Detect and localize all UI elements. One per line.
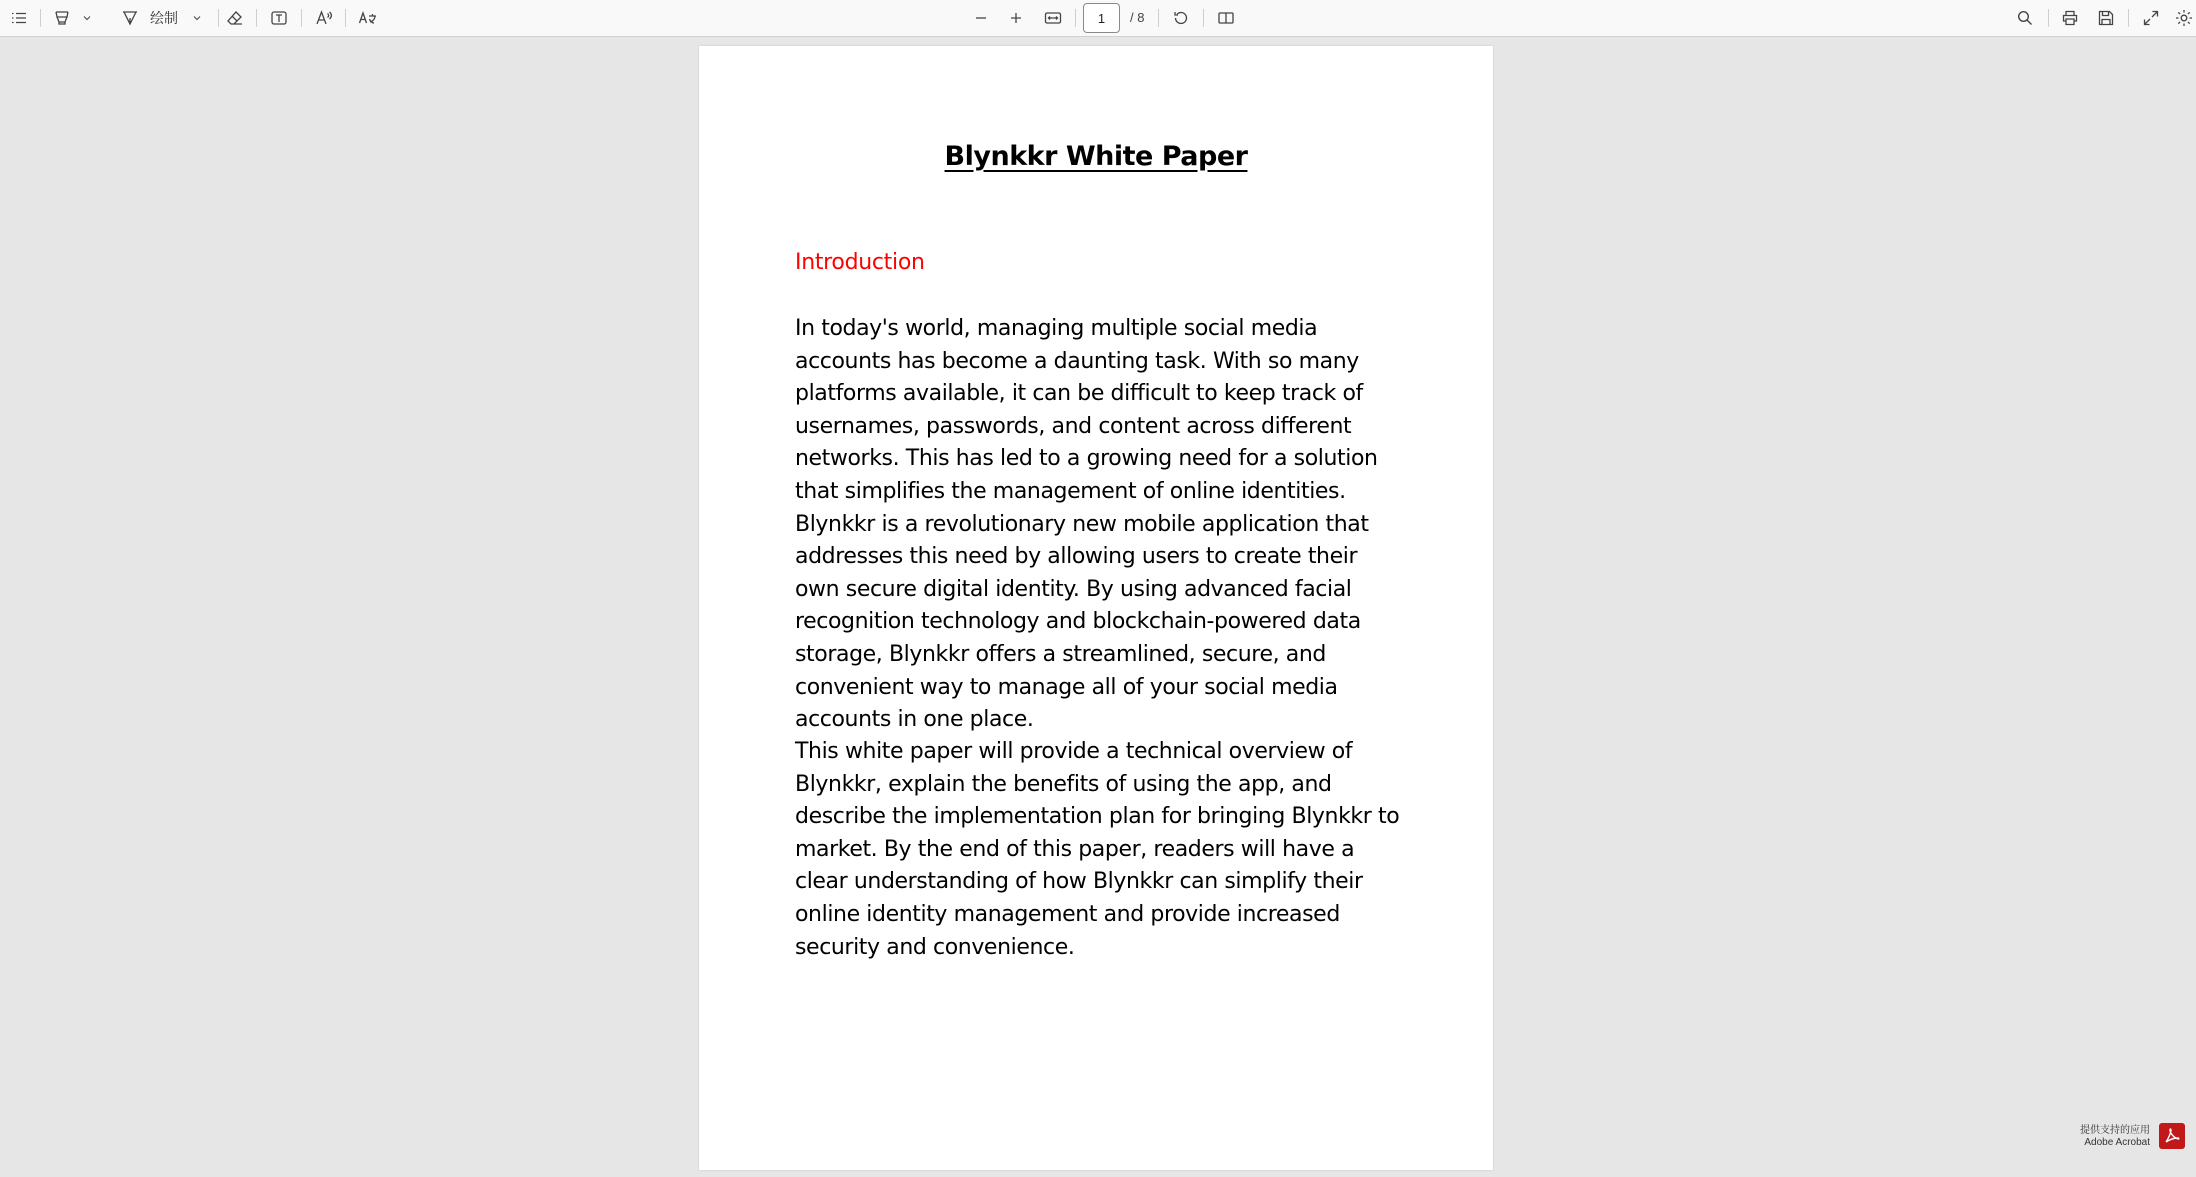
toolbar-divider [40,9,41,27]
zoom-out-icon[interactable] [968,0,994,36]
highlighter-icon[interactable] [50,0,74,36]
acrobat-logo-icon[interactable] [2159,1123,2185,1149]
acrobat-branding [2066,1119,2196,1155]
zoom-in-icon[interactable] [1003,0,1029,36]
list-icon[interactable] [6,0,32,36]
pdf-page [699,46,1493,1170]
search-icon[interactable] [2012,0,2038,36]
branding-line-2: Adobe Acrobat [2084,1137,2150,1148]
toolbar-divider [301,9,302,27]
eraser-icon[interactable] [222,0,248,36]
draw-label[interactable]: 绘制 [150,10,178,26]
paragraph-2: This white paper will provide a technical overview of Blynkkr, explain the benefits of using the app, and describe the implementation plan for bringing Blynkkr to market. By the end of this paper, readers will have a clear understanding of how Blynkkr can simplify their online identity management and provide increased security and convenience. [795,739,1400,960]
fit-width-icon[interactable] [1040,0,1066,36]
toolbar-divider [2128,9,2129,27]
save-icon[interactable] [2093,0,2119,36]
highlighter-chevron-down-icon[interactable] [80,0,94,36]
two-page-icon[interactable] [1213,0,1239,36]
toolbar-divider [2048,9,2049,27]
fullscreen-icon[interactable] [2138,0,2164,36]
rotate-icon[interactable] [1168,0,1194,36]
translate-icon[interactable] [355,0,381,36]
toolbar-divider [218,9,219,27]
page-number-input[interactable] [1083,3,1120,33]
toolbar [0,0,2196,37]
read-aloud-icon[interactable] [311,0,337,36]
toolbar-divider [1075,9,1076,27]
paragraph-1: In today's world, managing multiple social media accounts has become a daunting task. With so many platforms available, it can be difficult to keep track of usernames, passwords, and content across different networks. This has led to a growing need for a solution that simplifies the management of online identities. Blynkkr is a revolutionary new mobile application that addresses this need by allowing users to create their own secure digital identity. By using advanced facial recognition technology and blockchain-powered data storage, Blynkkr offers a streamlined, secure, and convenient way to manage all of your social media accounts in one place. [795,316,1378,733]
toolbar-divider [256,9,257,27]
toolbar-divider [1158,9,1159,27]
text-box-icon[interactable] [266,0,292,36]
toolbar-divider [345,9,346,27]
draw-pen-icon[interactable] [118,0,142,36]
print-icon[interactable] [2057,0,2083,36]
settings-icon[interactable] [2172,0,2196,36]
toolbar-divider [1203,9,1204,27]
page-total: / 8 [1130,10,1145,25]
document-title: Blynkkr White Paper [944,141,1248,172]
section-heading: Introduction [795,250,925,275]
branding-line-1: 提供支持的应用 [2080,1125,2150,1136]
draw-chevron-down-icon[interactable] [190,0,204,36]
